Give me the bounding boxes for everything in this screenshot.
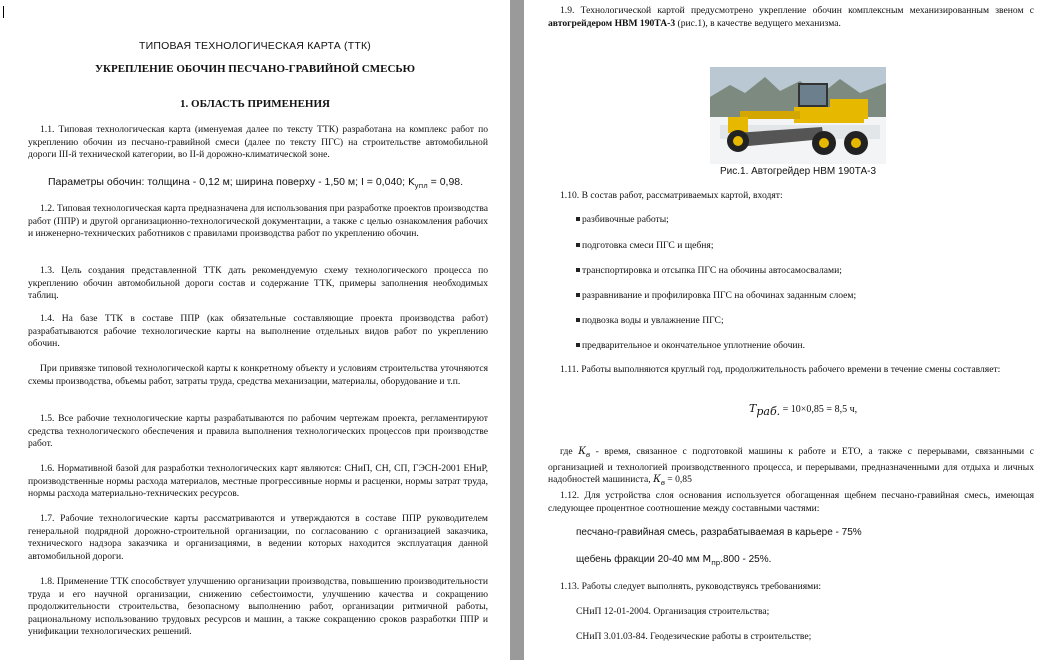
formula-expression: = 10×0,85 = 8,5 bbox=[780, 404, 848, 415]
list-item bbox=[576, 290, 856, 302]
where-text-b: - время, связанное с подготовкой машины к работе и ЕТО, а также с перерывами, связанными с организацией и технологией производственного процесса, и перерывами, предназначенными для отдыха и личных надобностей машиниста, bbox=[548, 446, 1035, 486]
params-text: Параметры обочин: толщина - 0,12 м; ширина поверху - 1,50 м; I = 0,040; bbox=[48, 176, 406, 188]
params-k-value: = 0,98. bbox=[427, 176, 464, 188]
section-title: 1. ОБЛАСТЬ ПРИМЕНЕНИЯ bbox=[180, 98, 330, 110]
where-k-sub: в bbox=[585, 451, 591, 459]
formula-t-sub: раб. bbox=[756, 405, 781, 418]
where-k-repeat: К bbox=[653, 474, 661, 486]
bullet-square-icon bbox=[576, 293, 580, 297]
params-k-sub: упл bbox=[414, 182, 428, 190]
bullet-square-icon bbox=[576, 217, 580, 221]
params-k: K bbox=[407, 177, 415, 188]
bullet-square-icon bbox=[576, 243, 580, 247]
paragraph-1-2: 1.2. Типовая технологическая карта предназначена для использования при разработке проектов производства работ (ППР) и другой организационно-технологической документации, а также с целью ознакомления рабочих и инженерно-технических работников с правилами производства работ по укреплению обочин. bbox=[28, 203, 488, 240]
mix-2-text-b: .800 - 25%. bbox=[720, 554, 772, 565]
paragraph-1-11: 1.11. Работы выполняются круглый год, продолжительность рабочего времени в течение смены составляет: bbox=[560, 364, 1001, 375]
doc-title: УКРЕПЛЕНИЕ ОБОЧИН ПЕСЧАНО-ГРАВИЙНОЙ СМЕСЬЮ bbox=[94, 63, 416, 75]
list-item bbox=[576, 265, 842, 277]
paragraph-1-8: 1.8. Применение ТТК способствует улучшению организации производства, повышению производительности труда и его научной организации, снижению себестоимости, улучшению качества и сокращению продолжительности строительства, безопасному выполнению работ, организации ритмичной работы, рациональному использованию трудовых ресурсов и машин, а также сокращению сроков разработки ППР и унификации технологических решений. bbox=[28, 576, 488, 638]
paragraph-1-9 bbox=[548, 5, 1034, 30]
mix-2-sub: пр bbox=[711, 559, 721, 567]
paragraph-1-5: 1.5. Все рабочие технологические карты разрабатываются по рабочим чертежам проекта, регламентируют средства технологического обеспечения и правила выполнения технологических процессов при производстве работ. bbox=[28, 413, 488, 450]
formula-t: T bbox=[749, 402, 757, 415]
left-page bbox=[0, 0, 510, 660]
list-item bbox=[576, 240, 714, 252]
paragraph-1-12: 1.12. Для устройства слоя основания используется обогащенная щебнем песчано-гравийная смесь, имеющая следующее процентное соотношение между составными частями: bbox=[548, 490, 1034, 514]
page-gutter bbox=[510, 0, 524, 660]
paragraph-1-10: 1.10. В состав работ, рассматриваемых картой, входят: bbox=[560, 190, 783, 201]
list-item-text: разравнивание и профилировка ПГС на обочинах заданным слоем; bbox=[582, 290, 857, 301]
list-item bbox=[576, 315, 724, 327]
paragraph-1-3: 1.3. Цель создания представленной ТТК дать рекомендуемую схему технологического процесса по укреплению обочин автомобильной дороги состав и содержание ТТК, примеры заполнения необходимых таблиц. bbox=[28, 265, 488, 302]
list-item-text: подвозка воды и увлажнение ПГС; bbox=[582, 315, 724, 326]
doc-type-heading: ТИПОВАЯ ТЕХНОЛОГИЧЕСКАЯ КАРТА (ТТК) bbox=[139, 40, 371, 52]
paragraph-1-7: 1.7. Рабочие технологические карты рассматриваются и утверждаются в составе ППР руководителем генеральной подрядной дорожно-строительной организации, по согласованию с организацией заказчика, технического надзора заказчика и организациями, в ведении которых находится эксплуатация данной автомобильной дороги. bbox=[28, 513, 488, 562]
list-item-text: транспортировка и отсыпка ПГС на обочины автосамосвалами; bbox=[582, 265, 842, 276]
where-k-sub-repeat: в bbox=[660, 479, 665, 488]
p1-9-text-b: (рис.1), в качестве ведущего механизма. bbox=[675, 17, 841, 29]
figure-caption: Рис.1. Автогрейдер НВМ 190ТА-3 bbox=[719, 166, 877, 177]
where-text-c: = 0,85 bbox=[664, 474, 692, 486]
where-text-a: где bbox=[560, 446, 579, 457]
paragraph-params bbox=[28, 176, 488, 192]
where-k: К bbox=[578, 446, 586, 457]
p1-9-grader-name: автогрейдером НВМ 190ТА-3 bbox=[548, 17, 676, 29]
grader-illustration bbox=[710, 67, 886, 164]
work-time-formula bbox=[749, 402, 857, 418]
list-item bbox=[576, 214, 669, 226]
grader-photo bbox=[710, 67, 886, 164]
mix-line-1: песчано-гравийная смесь, разрабатываемая в карьере - 75% bbox=[576, 527, 862, 538]
list-item-text: предварительное и окончательное уплотнение обочин. bbox=[582, 340, 806, 351]
norm-line-1: СНиП 12-01-2004. Организация строительства; bbox=[576, 606, 770, 617]
mix-line-2 bbox=[576, 554, 771, 569]
list-item bbox=[576, 340, 805, 352]
list-item-text: разбивочные работы; bbox=[582, 214, 669, 225]
right-page bbox=[524, 0, 1046, 660]
paragraph-1-4: 1.4. На базе ТТК в составе ППР (как обязательные составляющие проекта производства работ) разрабатываются рабочие технологические карты на выполнение отдельных видов работ по укреплению обочин. bbox=[28, 313, 488, 350]
p1-9-text-a: 1.9. Технологической картой предусмотрено укрепление обочин комплексным механизированным звеном с bbox=[560, 5, 1034, 16]
paragraph-binding: При привязке типовой технологической карты к конкретному объекту и условиям строительства уточняются схемы производства, объемы работ, затраты труда, средства механизации, материалы, оборудование и т.п. bbox=[28, 363, 488, 387]
bullet-square-icon bbox=[576, 318, 580, 322]
bullet-square-icon bbox=[576, 343, 580, 347]
paragraph-where bbox=[548, 446, 1034, 490]
formula-unit: ч, bbox=[847, 404, 858, 415]
paragraph-1-6: 1.6. Нормативной базой для разработки технологических карт являются: СНиП, СН, СП, ГЭСН-2001 ЕНиР, производственные нормы расхода материалов, местные прогрессивные нормы и расценки, нормы затрат труда, нормы расхода материально-технических ресурсов. bbox=[28, 463, 488, 500]
list-item-text: подготовка смеси ПГС и щебня; bbox=[582, 240, 714, 251]
norm-line-2: СНиП 3.01.03-84. Геодезические работы в строительстве; bbox=[576, 631, 812, 642]
paragraph-1-13: 1.13. Работы следует выполнять, руководствуясь требованиями: bbox=[560, 581, 822, 592]
bullet-square-icon bbox=[576, 268, 580, 272]
mix-2-text-a: щебень фракции 20-40 мм bbox=[576, 554, 700, 565]
paragraph-1-1: 1.1. Типовая технологическая карта (именуемая далее по тексту ТТК) разработана на комплекс работ по укреплению обочин из песчано-гравийной смеси (далее по тексту ПГС) на строительстве автомобильной дороги III-й технической категории, во II-й дорожно-климатической зоне. bbox=[28, 124, 488, 161]
mix-2-m: M bbox=[702, 554, 712, 565]
text-cursor-icon bbox=[3, 6, 4, 18]
